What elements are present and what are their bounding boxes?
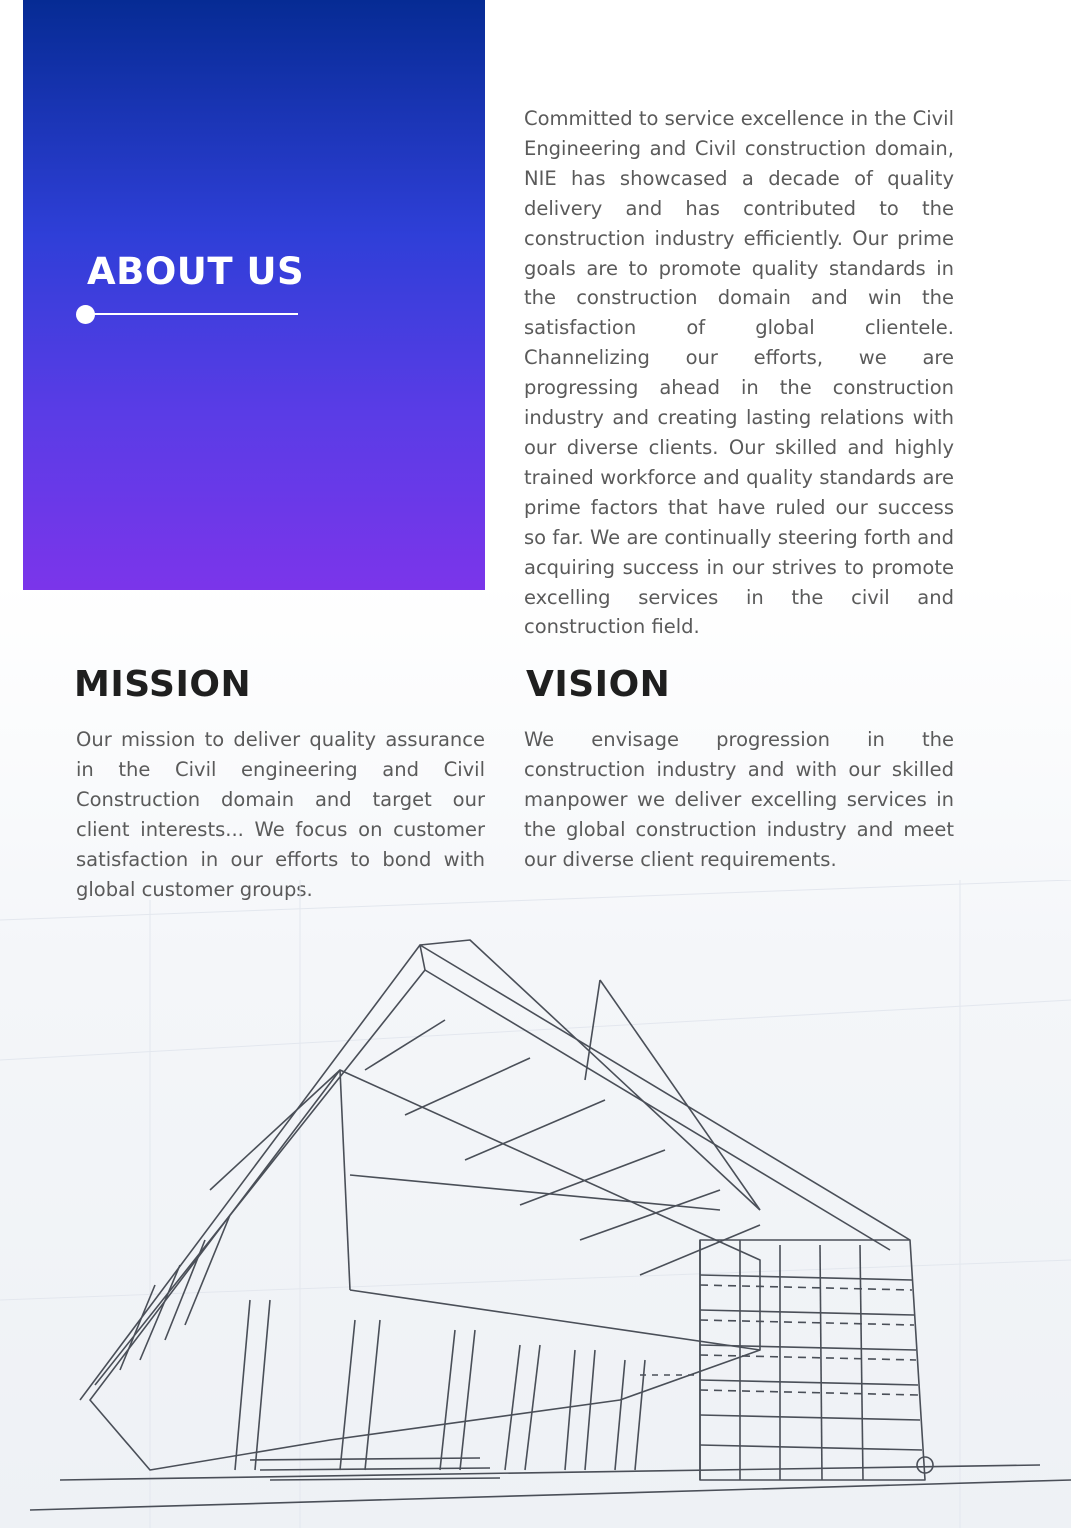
mission-title: MISSION — [74, 664, 252, 705]
vision-body: We envisage progression in the construction industry and with our skilled manpower we deliver excelling services in the global construction industry and meet our diverse client requirements. — [524, 728, 954, 871]
mission-body: Our mission to deliver quality assurance in the Civil engineering and Civil Construction domain and target our client interests... We focus on customer satisfaction in our efforts to bond with global customer groups. — [76, 728, 485, 901]
building-line-drawing-icon — [0, 880, 1071, 1528]
about-title: ABOUT US — [87, 250, 305, 293]
title-underline — [87, 313, 298, 315]
about-body: Committed to service excellence in the Civil Engineering and Civil construction domain, NIE has showcased a decade of quality delivery and has contributed to the construction industry efficiently. Our prime goals are to promote quality standards in the construction domain and win the satisfaction of global clientele. Channelizing our efforts, we are progressing ahead in the construction industry and creating lasting relations with our diverse clients. Our skilled and highly trained workforce and quality standards are prime factors that have ruled our success so far. We are continually steering forth and acquiring success in our strives to promote excelling services in the civil and construction field. — [524, 107, 954, 639]
vision-title: VISION — [526, 664, 671, 705]
about-hero-panel — [23, 0, 485, 590]
